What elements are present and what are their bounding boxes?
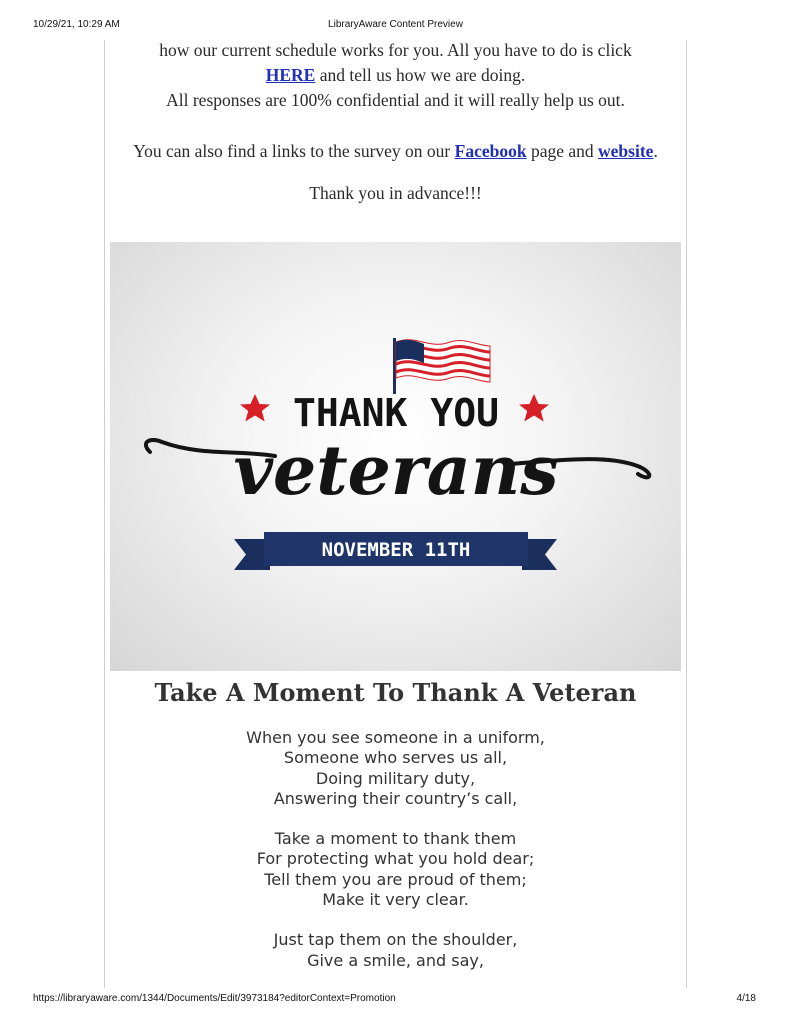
facebook-link[interactable]: Facebook <box>454 141 527 161</box>
survey-links-paragraph <box>105 139 686 164</box>
poem-line: Tell them you are proud of them; <box>264 869 527 889</box>
survey-here-link[interactable]: HERE <box>265 65 316 85</box>
right-star-icon <box>519 394 549 422</box>
poem-line: Answering their country’s call, <box>273 788 518 808</box>
american-flag-icon <box>393 338 490 394</box>
poem-line: Take a moment to thank them <box>274 829 517 849</box>
content-frame-right-border <box>686 40 687 988</box>
links-prefix: You can also find a links to the survey on our <box>133 141 455 161</box>
website-link[interactable]: website <box>598 141 654 161</box>
poem-line: When you see someone in a uniform, <box>246 728 545 747</box>
thank-you-advance: Thank you in advance!!! <box>309 183 482 203</box>
links-suffix: . <box>653 141 658 161</box>
poem-line: Give a smile, and say, <box>307 950 484 970</box>
poem-stanza-1 <box>105 728 686 809</box>
poem-line: For protecting what you hold dear; <box>256 849 535 869</box>
print-datetime: 10/29/21, 10:29 AM <box>33 19 120 30</box>
thank-you-text: THANK YOU <box>293 391 499 435</box>
poem-line: Make it very clear. <box>322 890 469 910</box>
survey-line-1: how our current schedule works for you. All you have to do is click <box>159 40 632 60</box>
poem-line: Someone who serves us all, <box>283 748 508 768</box>
poem-line: Just tap them on the shoulder, <box>273 930 518 950</box>
poem <box>105 728 686 991</box>
survey-line-3: All responses are 100% confidential and it will really help us out. <box>166 90 625 110</box>
date-ribbon-text: NOVEMBER 11TH <box>321 539 471 561</box>
poem-stanza-3 <box>105 930 686 971</box>
veterans-day-banner <box>110 242 681 671</box>
article-title: Take A Moment To Thank A Veteran <box>154 678 637 707</box>
poem-stanza-2 <box>105 829 686 910</box>
print-page-number: 4/18 <box>736 993 756 1004</box>
veterans-day-graphic <box>110 242 681 671</box>
survey-section <box>105 38 686 206</box>
survey-line-2: and tell us how we are doing. <box>315 65 526 85</box>
poem-line: Doing military duty, <box>315 768 476 788</box>
left-star-icon <box>240 394 270 422</box>
veterans-script-text: veterans <box>233 431 559 511</box>
survey-paragraph <box>105 38 686 113</box>
print-page-title: LibraryAware Content Preview <box>328 19 463 30</box>
links-middle: page and <box>526 141 599 161</box>
print-url: https://libraryaware.com/1344/Documents/Edit/3973184?editorContext=Promotion <box>33 993 396 1004</box>
